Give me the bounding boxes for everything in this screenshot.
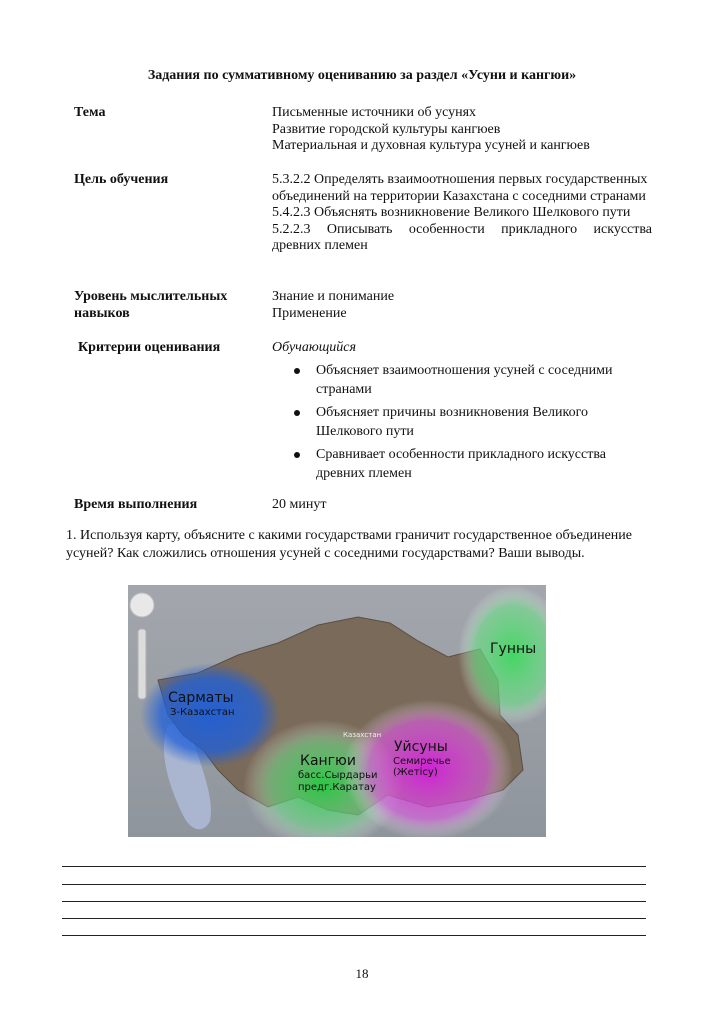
thinking-level-label [74,289,264,322]
bullet-icon [294,452,300,458]
learning-goal-line: 5.2.2.3 Описывать особенности прикладного искусства древних племен [272,221,652,253]
criteria-label: Критерии оценивания [78,340,221,355]
thinking-level-values [272,289,652,322]
answer-line[interactable] [62,884,646,885]
label-uisuny-sub2: (Жетісу) [393,767,438,778]
topic-line: Письменные источники об усунях [272,105,477,120]
page-title: Задания по суммативному оцениванию за раздел «Усуни и кангюи» [147,68,577,83]
label-kangyui-sub2: предг.Каратау [298,782,376,793]
map-svg [128,585,546,837]
map-pan-control-icon[interactable] [130,593,154,617]
thinking-level-label-line: Уровень мыслительных [74,289,228,304]
topic-values [272,105,652,155]
criteria-item [316,361,652,399]
time-value: 20 минут [272,497,327,512]
thinking-level-line: Знание и понимание [272,289,395,304]
topic-label: Тема [74,105,106,120]
criteria-item-text: Сравнивает особенности прикладного искусства древних племен [316,446,606,481]
historical-map [128,585,546,837]
page-number: 18 [355,966,369,981]
label-sarmaty-sub: З-Казахстан [170,707,235,718]
learning-goal-line: 5.3.2.2 Определять взаимоотношения первых государственных объединений на территории Казахстана с соседними странами [272,172,648,204]
learning-goal-line: 5.4.2.3 Объяснять возникновение Великого Шелкового пути [272,205,631,220]
topic-line: Развитие городской культуры кангюев [272,121,501,137]
criteria-item [316,403,652,441]
label-kangyui: Кангюи [300,753,356,769]
question-text: 1. Используя карту, объясните с какими государствами граничит государственное объединение усуней? Как сложились отношения усуней с соседними государствами? Ваши выводы. [66,528,633,561]
learning-goal-label: Цель обучения [74,172,169,187]
label-kangyui-sub1: басс.Сырдарьи [298,770,378,781]
label-uisuny: Уйсуны [394,739,448,755]
bullet-icon [294,368,300,374]
answer-line[interactable] [62,901,646,902]
label-sarmaty: Сарматы [168,690,234,706]
bullet-icon [294,410,300,416]
map-zoom-slider[interactable] [138,629,146,699]
criteria-item-text: Объясняет причины возникновения Великого Шелкового пути [316,404,588,439]
answer-line[interactable] [62,866,646,867]
label-gunny: Гунны [490,641,537,657]
label-kazakhstan: Казахстан [343,731,382,739]
thinking-level-line: Применение [272,305,347,321]
criteria-item [316,445,652,483]
answer-line[interactable] [62,935,646,936]
label-uisuny-sub1: Семиречье [393,756,451,767]
thinking-level-label-line: навыков [74,305,130,321]
answer-line[interactable] [62,918,646,919]
criteria-intro: Обучающийся [272,340,357,355]
criteria-list [272,361,652,483]
topic-line: Материальная и духовная культура усуней и кангюев [272,138,590,153]
learning-goal-values [272,172,652,255]
time-label: Время выполнения [74,497,198,512]
criteria-item-text: Объясняет взаимоотношения усуней с соседними странами [316,362,613,397]
criteria-values [272,340,652,487]
